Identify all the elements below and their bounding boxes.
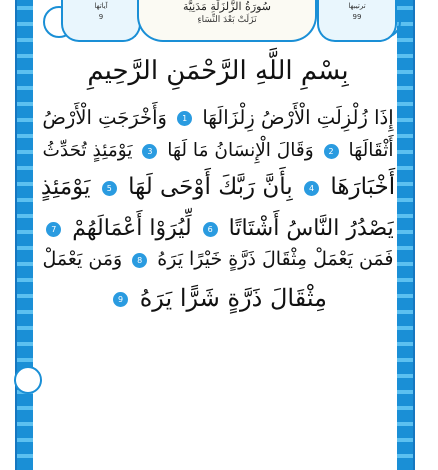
verse-text: وَمَن يَعْمَلْ	[42, 248, 123, 270]
text-line	[40, 140, 396, 161]
text-line	[40, 248, 396, 270]
verse-number-marker: 5	[102, 181, 117, 196]
border-line-right	[413, 0, 415, 470]
verse-number-marker: 8	[132, 253, 147, 268]
decorative-border-right	[397, 0, 413, 470]
verse-text: إِذَا زُلْزِلَتِ الْأَرْضُ زِلْزَالَهَا	[202, 106, 394, 129]
ayah-count-box	[61, 0, 141, 42]
verse-text: يَوْمَئِذٍ	[40, 174, 91, 200]
verse-number-marker: 4	[304, 181, 319, 196]
text-line	[40, 174, 396, 200]
verse-text: وَقَالَ الْإِنسَانُ مَا لَهَا	[167, 140, 314, 161]
verse-text: مِثْقَالَ ذَرَّةٍ شَرًّا يَرَهُ	[139, 284, 327, 312]
verse-text: بِأَنَّ رَبَّكَ أَوْحَى لَهَا	[128, 174, 293, 200]
surah-title-box	[137, 0, 317, 42]
hizb-marker-icon	[14, 366, 42, 394]
surah-order-box	[317, 0, 397, 42]
decorative-border-left	[17, 0, 33, 470]
text-line	[40, 216, 396, 241]
surah-header	[17, 0, 413, 46]
surah-order-label: ترتيبها	[348, 2, 366, 10]
text-line	[40, 106, 396, 129]
surah-title: سُورَةُ الزَّلزَلَةِ مَدَنِيَّة	[182, 0, 272, 13]
text-line	[40, 284, 396, 312]
verse-text: فَمَن يَعْمَلْ مِثْقَالَ ذَرَّةٍ خَيْرًا يَرَهُ	[157, 248, 394, 270]
verse-number-marker: 1	[177, 111, 192, 126]
verse-text: يَصْدُرُ النَّاسُ أَشْتَاتًا	[228, 216, 394, 241]
verse-text: يَوْمَئِذٍ تُحَدِّثُ	[42, 140, 133, 161]
verse-text: وَأَخْرَجَتِ الْأَرْضُ	[42, 106, 167, 129]
verse-number-marker: 2	[324, 144, 339, 159]
verse-number-marker: 7	[46, 222, 61, 237]
ayah-count-label: آياتها	[94, 2, 108, 10]
basmala: بِسْمِ اللَّهِ الرَّحْمَنِ الرَّحِيمِ	[87, 56, 349, 86]
verse-text: أَخْبَارَهَا	[330, 174, 396, 200]
verse-number-marker: 6	[203, 222, 218, 237]
verse-text: لِّيُرَوْا أَعْمَالَهُمْ	[72, 216, 192, 241]
surah-order-value: 99	[352, 13, 362, 21]
verse-text: أَثْقَالَهَا	[348, 140, 394, 161]
ayah-count-value: 9	[98, 13, 104, 21]
verse-number-marker: 3	[142, 144, 157, 159]
verse-number-marker: 9	[113, 292, 128, 307]
revelation-note: نَزَلَتْ بَعْدَ النِّسَاءِ	[197, 15, 257, 25]
